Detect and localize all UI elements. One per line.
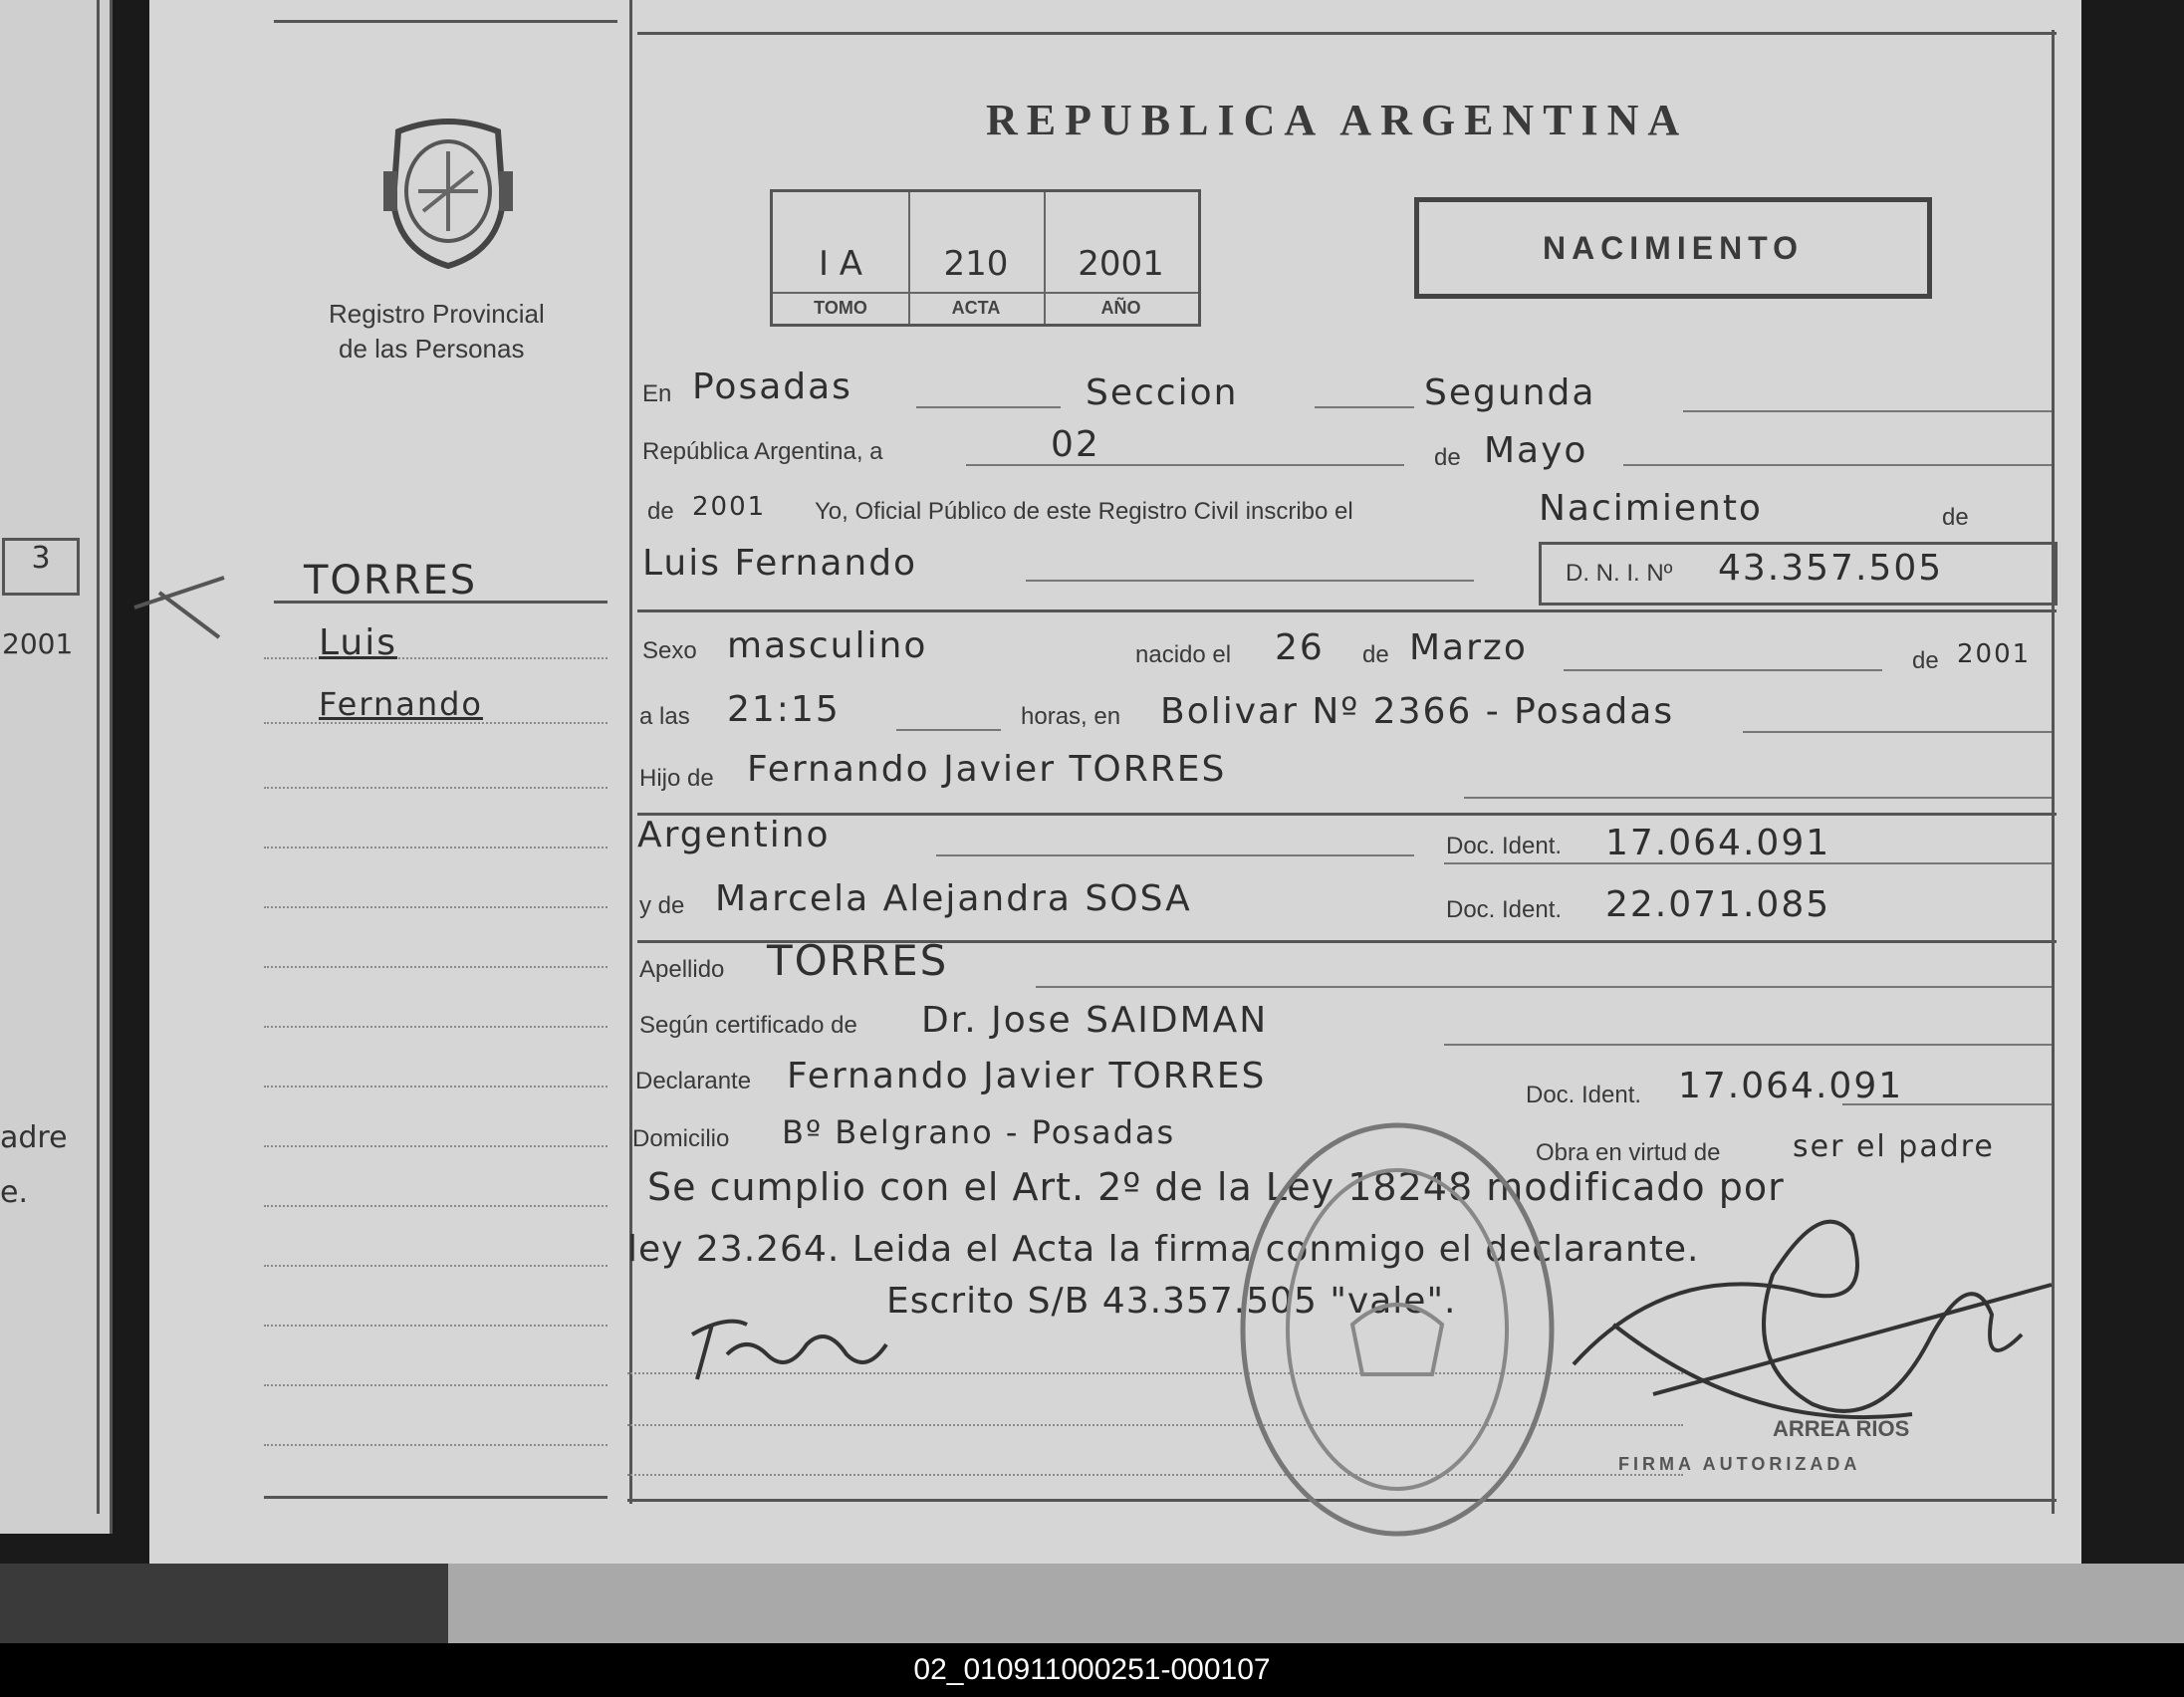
certificado-value: Dr. Jose SAIDMAN [921, 1000, 1269, 1041]
registry-name-line2: de las Personas [339, 334, 525, 364]
domicilio-value: Bº Belgrano - Posadas [782, 1113, 1176, 1151]
declarante-value: Fernando Javier TORRES [787, 1056, 1267, 1096]
registered-name-value: Luis Fernando [642, 543, 918, 584]
left-column-border [97, 0, 100, 1514]
record-type-box: NACIMIENTO [1414, 197, 1932, 299]
form-line [896, 729, 1001, 731]
apellido-value: TORRES [767, 936, 949, 985]
acta-label: ACTA [908, 292, 1044, 319]
apellido-label: Apellido [639, 956, 725, 983]
birth-year-value: 2001 [1957, 639, 2032, 669]
mother-doc-label: Doc. Ident. [1446, 896, 1563, 923]
father-name-value: Fernando Javier TORRES [747, 749, 1227, 790]
image-id-footer: 02_010911000251-000107 [0, 1643, 2184, 1697]
photo-background-strip [0, 1564, 2184, 1643]
form-line [637, 609, 2057, 612]
mother-doc-value: 22.071.085 [1605, 884, 1831, 925]
father-nationality-value: Argentino [637, 815, 831, 855]
certificado-label: Según certificado de [639, 1012, 857, 1039]
provincial-crest-icon [378, 112, 518, 271]
sexo-label: Sexo [642, 637, 697, 664]
declarante-doc-value: 17.064.091 [1678, 1066, 1904, 1106]
obra-value: ser el padre [1793, 1129, 1995, 1164]
seccion-value: Seccion [1086, 372, 1239, 413]
nacido-label: nacido el [1135, 641, 1232, 668]
stub-line [264, 1086, 607, 1088]
declarante-label: Declarante [635, 1068, 752, 1094]
stub-line [264, 1205, 607, 1207]
stub-line [264, 1325, 607, 1327]
father-doc-label: Doc. Ident. [1446, 833, 1563, 859]
form-line [1026, 580, 1474, 582]
declarante-doc-label: Doc. Ident. [1526, 1082, 1642, 1108]
stub-line [264, 1265, 607, 1267]
signatory-title: FIRMA AUTORIZADA [1618, 1454, 1861, 1474]
stub-line [264, 787, 607, 789]
form-line [1842, 1103, 2052, 1105]
acta-cell [908, 192, 1046, 324]
stub-line [264, 1145, 607, 1147]
top-rule-stub [274, 20, 617, 23]
form-line [916, 406, 1061, 408]
day-value: 02 [1051, 424, 1100, 465]
de-month-label: de [1362, 641, 1389, 668]
margin-box-digit: 3 [2, 538, 80, 596]
stub-first-name: Luis [319, 622, 397, 663]
official-seal-stamp [1233, 1115, 1562, 1544]
month-value: Mayo [1484, 430, 1588, 471]
ano-cell [1044, 192, 1198, 324]
stub-second-name: Fernando [319, 685, 483, 723]
country-title: REPUBLICA ARGENTINA [986, 96, 1689, 144]
signatory-name: ARREA RIOS [1773, 1416, 1910, 1441]
stub-surname: TORRES [304, 558, 478, 604]
form-line [1743, 731, 2052, 733]
registry-name-line1: Registro Provincial [329, 299, 545, 329]
record-number-box [770, 189, 1201, 327]
seccion-number: Segunda [1424, 372, 1596, 413]
obra-label: Obra en virtud de [1536, 1139, 1721, 1166]
de-year-label: de [647, 498, 674, 525]
declarant-signature [667, 1295, 896, 1384]
en-label: En [642, 380, 672, 407]
form-line [1444, 1044, 2052, 1046]
hijo-label: Hijo de [639, 765, 714, 792]
note-line-1: Se cumplio con el Art. 2º de la Ley 18248 modificado por [647, 1165, 1785, 1209]
dni-label: D. N. I. Nº [1566, 560, 1673, 587]
stub-line [264, 1444, 607, 1446]
year-written-value: 2001 [692, 492, 767, 522]
domicilio-label: Domicilio [632, 1125, 730, 1152]
ano-value: 2001 [1078, 244, 1164, 284]
top-rule-main [637, 32, 2057, 35]
form-line [1623, 464, 2052, 466]
father-doc-value: 17.064.091 [1605, 823, 1831, 863]
de-after-label: de [1942, 504, 1969, 531]
form-line [1464, 797, 2052, 799]
stub-line [264, 1384, 607, 1386]
stub-line [264, 847, 607, 848]
margin-year: 2001 [2, 627, 74, 660]
tomo-label: TOMO [773, 292, 908, 319]
de-label: de [1434, 444, 1461, 471]
margin-word2: e. [0, 1175, 28, 1210]
birth-time-value: 21:15 [727, 689, 841, 730]
a-las-label: a las [639, 703, 690, 730]
de-birth-year-label: de [1912, 647, 1939, 674]
republica-label: República Argentina, a [642, 438, 883, 465]
cross-mark-icon [129, 573, 229, 642]
stub-divider [629, 0, 632, 1504]
birth-month-value: Marzo [1409, 627, 1528, 668]
form-line [966, 464, 1404, 466]
stub-bottom-rule [264, 1496, 607, 1499]
stub-line [264, 1026, 607, 1028]
stub-line [264, 906, 607, 908]
sexo-value: masculino [727, 625, 928, 666]
city-value: Posadas [692, 366, 852, 407]
form-line [1315, 406, 1414, 408]
form-line [1036, 986, 2052, 988]
stub-line [264, 657, 607, 659]
horas-label: horas, en [1021, 703, 1121, 730]
acta-value: 210 [943, 244, 1009, 284]
inscribe-what-value: Nacimiento [1539, 488, 1763, 529]
tomo-cell [773, 192, 910, 324]
margin-word1: adre [0, 1120, 68, 1155]
mother-name-value: Marcela Alejandra SOSA [715, 878, 1192, 919]
birth-day-value: 26 [1275, 627, 1325, 668]
stub-line [264, 966, 607, 968]
form-line [637, 813, 2057, 816]
form-line [1683, 410, 2052, 412]
y-de-label: y de [639, 892, 685, 919]
form-line [1564, 669, 1882, 671]
birth-place-value: Bolivar Nº 2366 - Posadas [1160, 691, 1675, 732]
oficial-text: Yo, Oficial Público de este Registro Civil inscribo el [815, 498, 1353, 525]
ano-label: AÑO [1044, 292, 1198, 319]
tomo-value: I A [818, 244, 863, 284]
form-line [1444, 862, 2052, 864]
note-line-2: ley 23.264. Leida el Acta la firma conmigo el declarante. [627, 1229, 1700, 1270]
note-line-3: Escrito S/B 43.357.505 "vale". [886, 1281, 1457, 1322]
dni-value: 43.357.505 [1718, 548, 1944, 589]
form-line [936, 854, 1414, 856]
